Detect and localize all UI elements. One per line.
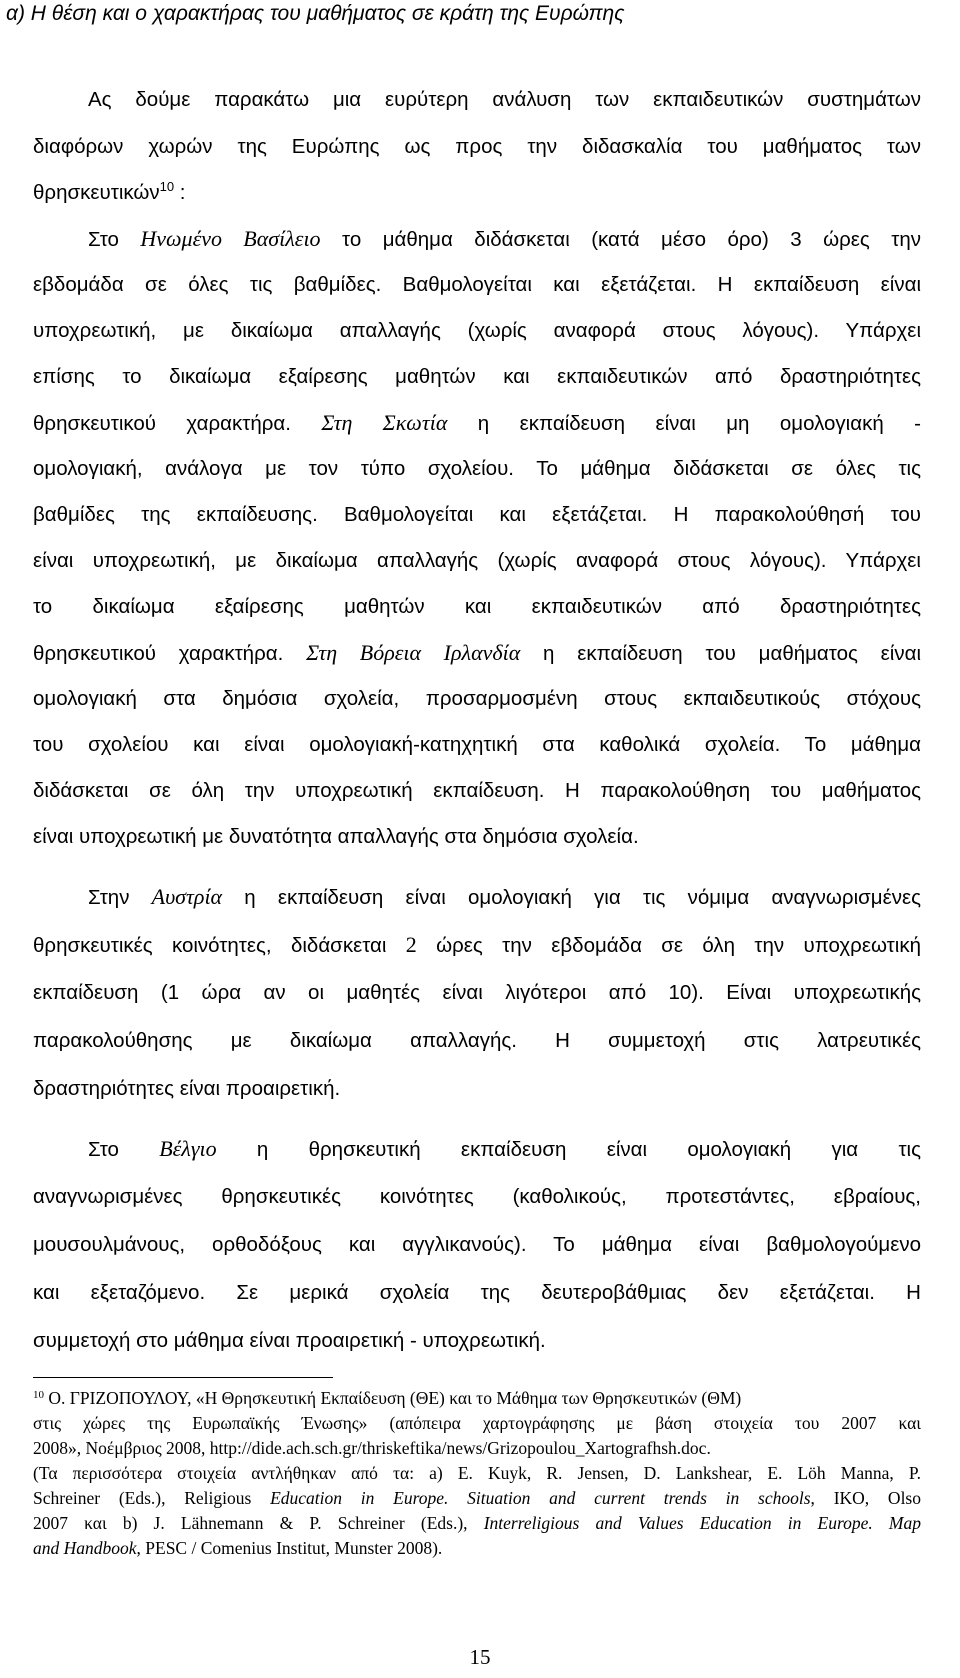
text-line: θρησκευτικών$^{10}$ : (33, 179, 186, 204)
footnote-line: (Τα περισσότερα στοιχεία αντλήθηκαν από τα: a) E. Kuyk, R. Jensen, D. Lankshear, E. Löh Manna, P. (33, 1463, 921, 1483)
text-line: είναι υποχρεωτική, με δικαίωμα απαλλαγής (χωρίς αναφορά στους λόγους). Υπάρχει (33, 549, 921, 572)
text-line: θρησκευτικού χαρακτήρα. Στη Σκωτία η εκπαίδευση είναι μη ομολογιακή - (33, 410, 921, 435)
text-line: θρησκευτικές κοινότητες, διδάσκεται 2 ώρες την εβδομάδα σε όλη την υποχρεωτική (33, 932, 921, 957)
text-line: συμμετοχή στο μάθημα είναι προαιρετική - υποχρεωτική. (33, 1329, 546, 1352)
section-heading: α) Η θέση και ο χαρακτήρας του μαθήματος σε κράτη της Ευρώπης (6, 2, 625, 25)
text-line: εβδομάδα σε όλες τις βαθμίδες. Βαθμολογείται και εξετάζεται. Η εκπαίδευση είναι (33, 273, 921, 296)
text-line: επίσης το δικαίωμα εξαίρεσης μαθητών και εκπαιδευτικών από δραστηριότητες (33, 365, 921, 388)
text-line: θρησκευτικού χαρακτήρα. Στη Βόρεια Ιρλανδία η εκπαίδευση του μαθήματος είναι (33, 640, 921, 665)
footnote-number: 10 (33, 1389, 44, 1401)
footnote-line: $^{10}$ Ο. ΓΡΙΖΟΠΟΥΛΟΥ, «Η Θρησκευτική Εκπαίδευση (ΘΕ) και το Μάθημα των Θρησκευτικών (ΘΜ) (33, 1388, 742, 1408)
text-line: αναγνωρισμένες θρησκευτικές κοινότητες (καθολικούς, προτεστάντες, εβραίους, (33, 1185, 921, 1208)
text-line: παρακολούθησης με δικαίωμα απαλλαγής. Η συμμετοχή στις λατρευτικές (33, 1029, 921, 1052)
country-name: Βέλγιο (159, 1136, 217, 1161)
country-name: Ηνωμένο Βασίλειο (140, 226, 321, 251)
text-line: εκπαίδευση (1 ώρα αν οι μαθητές είναι λιγότεροι από 10). Είναι υποχρεωτικής (33, 981, 921, 1004)
footnote-reference[interactable]: 10 (159, 179, 175, 194)
text-line: Ας δούμε παρακάτω μια ευρύτερη ανάλυση των εκπαιδευτικών συστημάτων (88, 88, 921, 111)
country-name: Αυστρία (151, 884, 223, 909)
text-line: ομολογιακή στα δημόσια σχολεία, προσαρμοσμένη στους εκπαιδευτικούς στόχους (33, 687, 921, 710)
text-line: διδάσκεται σε όλη την υποχρεωτική εκπαίδευση. Η παρακολούθηση του μαθήματος (33, 779, 921, 802)
text-line: του σχολείου και είναι ομολογιακή-κατηχητική στα καθολικά σχολεία. Το μάθημα (33, 733, 921, 756)
text-line: μουσουλμάνους, ορθοδόξους και αγγλικανούς). Το μάθημα είναι βαθμολογούμενο (33, 1233, 921, 1256)
text-line: Στο Ηνωμένο Βασίλειο το μάθημα διδάσκεται (κατά μέσο όρο) 3 ώρες την (88, 226, 921, 251)
footnote-link[interactable]: 2008», Νοέμβριος 2008, http://dide.ach.sch.gr/thriskeftika/news/Grizopoulou_Xartografhsh.doc. (33, 1438, 711, 1458)
text-line: διαφόρων χωρών της Ευρώπης ως προς την διδασκαλία του μαθήματος των (33, 135, 921, 158)
footnote-line: στις χώρες της Ευρωπαϊκής Ένωσης» (απόπειρα χαρτογράφησης με βάση στοιχεία του 2007 και (33, 1413, 921, 1433)
text-line: το δικαίωμα εξαίρεσης μαθητών και εκπαιδευτικών από δραστηριότητες (33, 595, 921, 618)
text-line: είναι υποχρεωτική με δυνατότητα απαλλαγής στα δημόσια σχολεία. (33, 825, 639, 848)
text-line: Στο Βέλγιο η θρησκευτική εκπαίδευση είναι ομολογιακή για τις (88, 1136, 921, 1161)
footnote-line: and Handbook, PESC / Comenius Institut, Munster 2008). (33, 1538, 443, 1558)
country-name: Στη Σκωτία (321, 410, 448, 435)
text-line: υποχρεωτική, με δικαίωμα απαλλαγής (χωρίς αναφορά στους λόγους). Υπάρχει (33, 319, 921, 342)
page-number: 15 (469, 1645, 491, 1669)
text-line: Στην Αυστρία η εκπαίδευση είναι ομολογιακή για τις νόμιμα αναγνωρισμένες (88, 884, 921, 909)
footnote-separator (33, 1377, 333, 1378)
text-line: δραστηριότητες είναι προαιρετική. (33, 1077, 341, 1100)
text-line: ομολογιακή, ανάλογα με τον τύπο σχολείου. Το μάθημα διδάσκεται σε όλες τις (33, 457, 921, 480)
text-line: και εξεταζόμενο. Σε μερικά σχολεία της δευτεροβάθμιας δεν εξετάζεται. Η (33, 1281, 921, 1304)
text-line: βαθμίδες της εκπαίδευσης. Βαθμολογείται και εξετάζεται. Η παρακολούθησή του (33, 503, 921, 526)
country-name: Στη Βόρεια Ιρλανδία (306, 640, 521, 665)
footnote-line: 2007 και b) J. Lähnemann & P. Schreiner (Eds.), Interreligious and Values Education in Europe. Map (33, 1513, 921, 1533)
footnote-line: Schreiner (Eds.), Religious Education in Europe. Situation and current trends in schools, IKO, Olso (33, 1488, 921, 1508)
